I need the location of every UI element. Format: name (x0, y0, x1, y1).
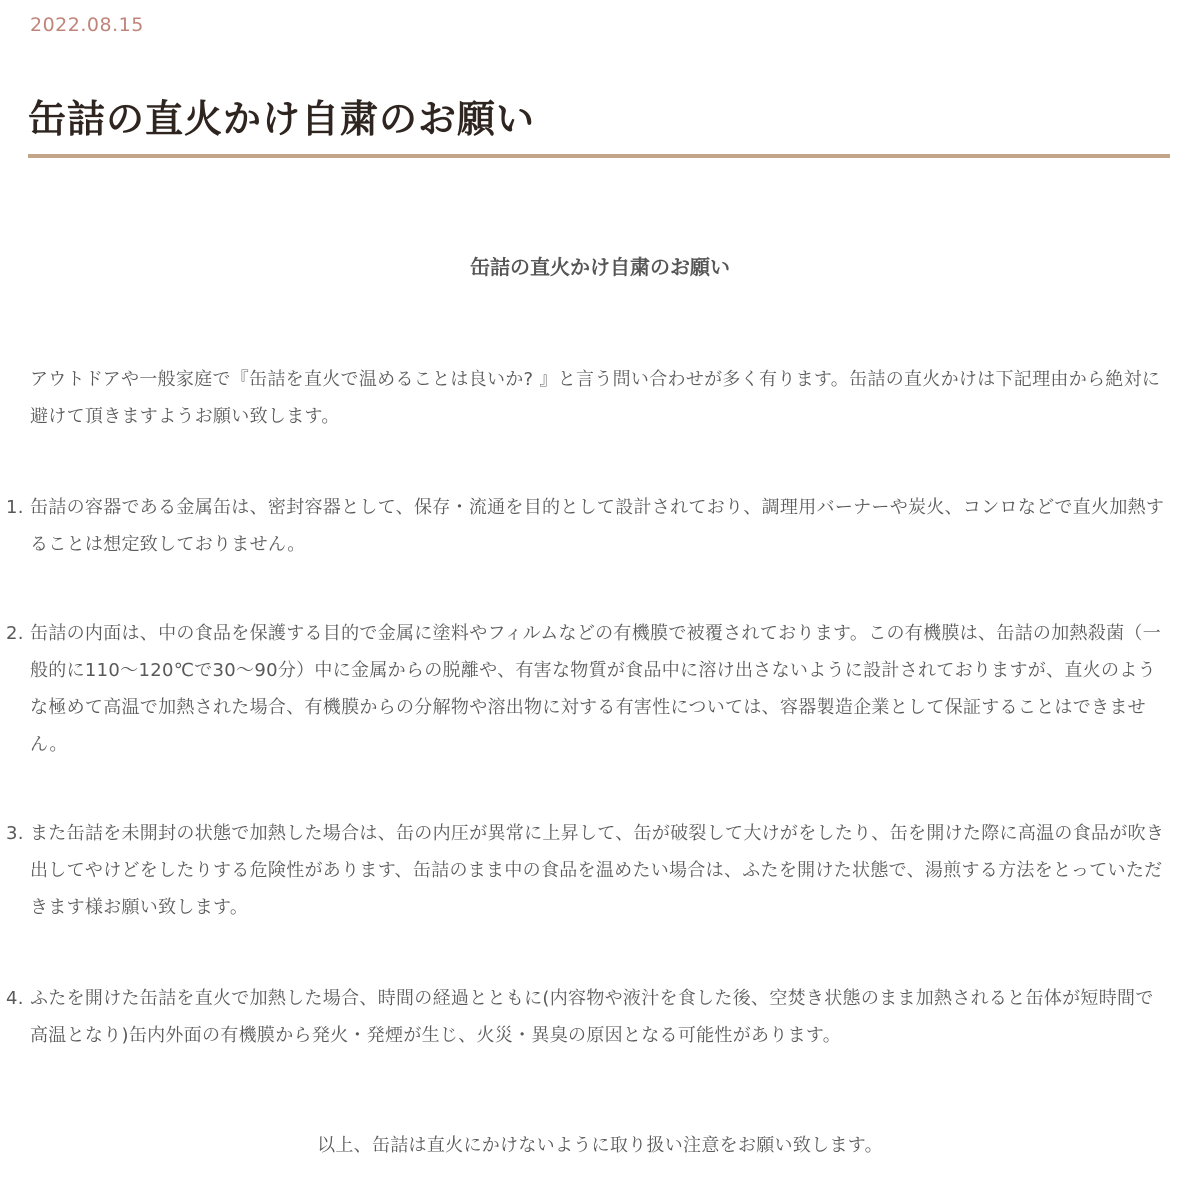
article-subtitle: 缶詰の直火かけ自粛のお願い (470, 255, 730, 279)
list-item-number: 2. (6, 623, 24, 644)
closing-paragraph: 以上、缶詰は直火にかけないように取り扱い注意をお願い致します。 (317, 1135, 883, 1156)
list-item (6, 489, 1166, 563)
list-item-number: 1. (6, 497, 24, 518)
intro-paragraph: アウトドアや一般家庭で『缶詰を直火で温めることは良いか? 』と言う問い合わせが多く有ります。缶詰の直火かけは下記理由から絶対に避けて頂きますようお願い致します。 (30, 369, 1161, 427)
list-item-text: ふたを開けた缶詰を直火で加熱した場合、時間の経過とともに(内容物や液汁を食した後、空焚き状態のまま加熱されると缶体が短時間で高温となり)缶内外面の有機膜から発火・発煙が生じ、火災・異臭の原因となる可能性があります。 (30, 988, 1154, 1046)
page-title: 缶詰の直火かけ自粛のお願い (28, 97, 536, 141)
post-date: 2022.08.15 (30, 14, 144, 36)
list-item-number: 3. (6, 823, 24, 844)
list-item (6, 815, 1166, 926)
list-item-text: 缶詰の容器である金属缶は、密封容器として、保存・流通を目的として設計されており、調理用バーナーや炭火、コンロなどで直火加熱することは想定致しておりません。 (30, 497, 1165, 555)
list-item-text: また缶詰を未開封の状態で加熱した場合は、缶の内圧が異常に上昇して、缶が破裂して大けがをしたり、缶を開けた際に高温の食品が吹き出してやけどをしたりする危険性があります、缶詰のまま中の食品を温めたい場合は、ふたを開けた状態で、湯煎する方法をとっていただきます様お願い致します。 (30, 823, 1165, 918)
list-item-text: 缶詰の内面は、中の食品を保護する目的で金属に塗料やフィルムなどの有機膜で被覆されております。この有機膜は、缶詰の加熱殺菌（一般的に110～120℃で30～90分）中に金属からの脱離や、有害な物質が食品中に溶け出さないように設計されておりますが、直火のような極めて高温で加熱された場合、有機膜からの分解物や溶出物に対する有害性については、容器製造企業として保証することはできません。 (30, 623, 1161, 755)
title-divider (28, 154, 1170, 158)
list-item-number: 4. (6, 988, 24, 1009)
list-item (6, 615, 1166, 763)
list-item (6, 980, 1166, 1054)
